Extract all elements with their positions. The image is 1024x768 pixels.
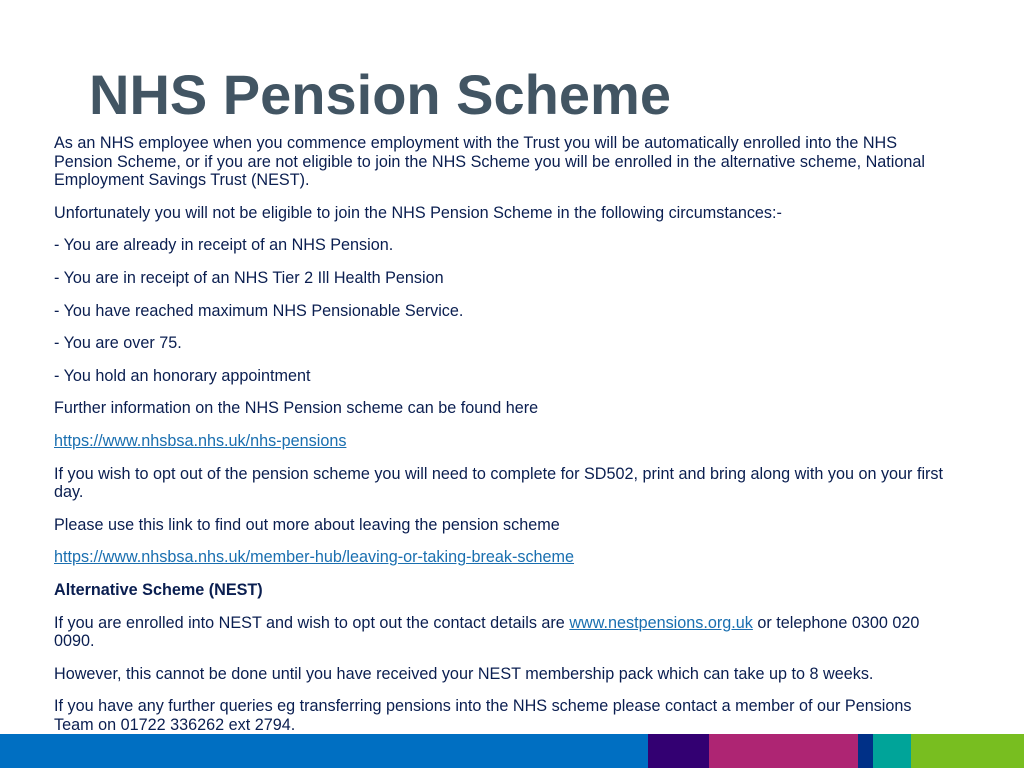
leaving-scheme-link[interactable]: https://www.nhsbsa.nhs.uk/member-hub/leaving-or-taking-break-scheme <box>54 548 575 567</box>
opt-out-paragraph: If you wish to opt out of the pension scheme you will need to complete for SD502, print and bring along with you on your first day. <box>54 464 944 502</box>
nest-contact-text: If you are enrolled into NEST and wish to opt out the contact details are <box>54 613 570 632</box>
list-item: - You hold an honorary appointment <box>54 366 311 385</box>
nest-website-link[interactable]: www.nestpensions.org.uk <box>569 613 753 632</box>
list-item: - You have reached maximum NHS Pensionable Service. <box>54 301 464 320</box>
footer-color-bar <box>0 734 1024 768</box>
nest-contact-paragraph <box>54 614 944 651</box>
footer-segment-blue <box>0 734 648 768</box>
slide-body <box>54 134 944 748</box>
list-item: - You are already in receipt of an NHS Pension. <box>54 236 394 255</box>
further-info-paragraph: Further information on the NHS Pension scheme can be found here <box>54 399 539 418</box>
nhs-pensions-link[interactable]: https://www.nhsbsa.nhs.uk/nhs-pensions <box>54 431 347 450</box>
nest-telephone-text: or telephone 0300 020 0090. <box>54 613 920 651</box>
queries-paragraph: If you have any further queries eg transferring pensions into the NHS scheme please contact a member of our Pensions Team on 01722 336262 ext 2794. <box>54 697 912 734</box>
leaving-paragraph: Please use this link to find out more about leaving the pension scheme <box>54 515 560 534</box>
footer-segment-purple <box>648 734 709 768</box>
footer-segment-teal <box>873 734 911 768</box>
intro-paragraph: As an NHS employee when you commence employment with the Trust you will be automatically enrolled into the NHS Pension Scheme, or if you are not eligible to join the NHS Scheme you will be enrolled in the alternative scheme, National Employment Savings Trust (NEST). <box>54 134 926 190</box>
slide-title: NHS Pension Scheme <box>89 63 671 126</box>
footer-segment-pink <box>709 734 858 768</box>
nest-pack-paragraph: However, this cannot be done until you have received your NEST membership pack which can take up to 8 weeks. <box>54 664 874 683</box>
nest-heading: Alternative Scheme (NEST) <box>54 580 263 599</box>
footer-segment-green <box>911 734 1024 768</box>
list-item: - You are in receipt of an NHS Tier 2 Ill Health Pension <box>54 268 444 287</box>
nhs-pensions-link-paragraph <box>54 432 944 451</box>
list-item: - You are over 75. <box>54 334 182 353</box>
eligibility-paragraph: Unfortunately you will not be eligible to join the NHS Pension Scheme in the following circumstances:- <box>54 203 782 222</box>
leaving-scheme-link-paragraph <box>54 548 944 567</box>
footer-segment-navy <box>858 734 873 768</box>
